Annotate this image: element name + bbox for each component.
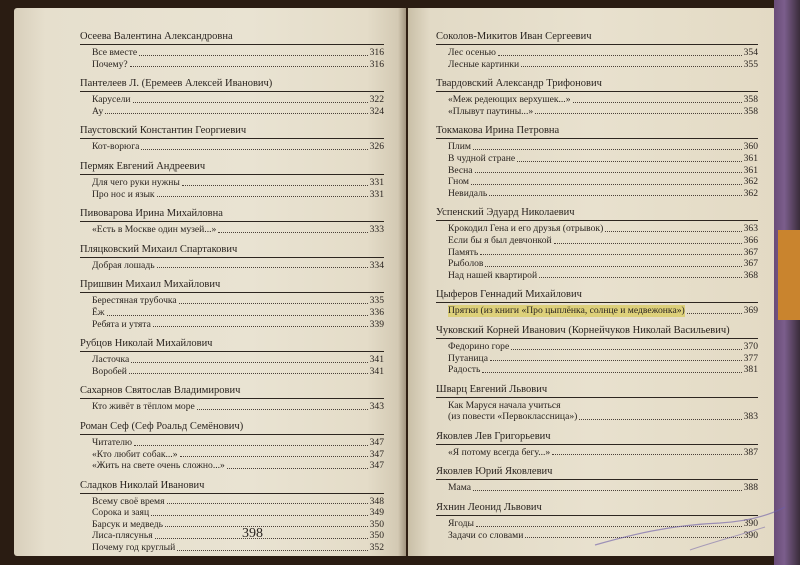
toc-item — [80, 224, 384, 236]
leader-dots — [130, 66, 368, 67]
leader-dots — [498, 55, 742, 56]
author-name: Сладков Николай Иванович — [80, 479, 384, 494]
toc-item — [436, 411, 758, 423]
page-ref: 339 — [369, 318, 384, 330]
toc-item — [80, 307, 384, 319]
page-ref: 331 — [369, 176, 384, 188]
leader-dots — [480, 254, 741, 255]
leader-dots — [471, 184, 742, 185]
work-title: Ёж — [92, 306, 105, 318]
author-name: Паустовский Константин Георгиевич — [80, 124, 384, 139]
page-ref: 388 — [743, 482, 758, 494]
toc-entry — [436, 465, 758, 494]
toc-entry — [80, 278, 384, 330]
toc-item — [80, 449, 384, 461]
toc-item — [80, 94, 384, 106]
toc-item — [436, 223, 758, 235]
toc-item — [436, 165, 758, 177]
toc-item — [80, 437, 384, 449]
work-title: Кто живёт в тёплом море — [92, 401, 195, 413]
leader-dots — [579, 419, 741, 420]
work-title: Барсук и медведь — [92, 518, 164, 530]
work-title: Для чего руки нужны — [92, 176, 180, 188]
work-title: Крокодил Гена и его друзья (отрывок) — [448, 223, 604, 235]
toc-item — [436, 341, 758, 353]
work-title: Все вместе — [92, 47, 138, 58]
leader-dots — [141, 149, 367, 150]
leader-dots — [177, 550, 367, 551]
toc-item — [436, 258, 758, 270]
author-name: Сахарнов Святослав Владимирович — [80, 384, 384, 399]
leader-dots — [473, 149, 742, 150]
work-title: «Я потому всегда бегу...» — [448, 446, 551, 458]
work-title: «Есть в Москве один музей...» — [92, 224, 217, 236]
page-ref: 316 — [369, 58, 384, 70]
page-ref: 350 — [369, 530, 384, 542]
author-name: Яхнин Леонид Львович — [436, 501, 758, 516]
work-title: Радость — [448, 364, 481, 376]
page-ref: 347 — [369, 436, 384, 448]
toc-item — [80, 507, 384, 519]
work-title: Лиса-плясунья — [92, 530, 153, 542]
leader-dots — [489, 195, 741, 196]
leader-dots — [182, 185, 368, 186]
toc-item — [436, 94, 758, 106]
page-ref: 343 — [369, 401, 384, 413]
toc-item — [436, 270, 758, 282]
work-title: «Кто любит собак...» — [92, 448, 178, 460]
leader-dots — [139, 55, 368, 56]
pen-scribble-mark — [590, 505, 790, 555]
toc-entry — [80, 420, 384, 472]
page-ref: 360 — [743, 141, 758, 153]
page-ref: 326 — [369, 141, 384, 153]
leader-dots — [133, 102, 368, 103]
leader-dots — [151, 515, 368, 516]
work-title: Если бы я был девчонкой — [448, 234, 552, 246]
leader-dots — [153, 326, 368, 327]
toc-entry — [80, 160, 384, 200]
leader-dots — [511, 349, 741, 350]
work-title: Лесные картинки — [448, 58, 520, 70]
page-ref: 324 — [369, 105, 384, 117]
author-name: Чуковский Корней Иванович (Корнейчуков Николай Васильевич) — [436, 324, 758, 339]
author-name: Пантелеев Л. (Еремеев Алексей Иванович) — [80, 77, 384, 92]
toc-entry — [80, 337, 384, 377]
toc-item — [80, 542, 384, 554]
page-ref: 352 — [369, 542, 384, 554]
toc-item — [80, 460, 384, 472]
work-title: Как Маруся начала учиться — [448, 399, 561, 411]
leader-dots — [129, 373, 368, 374]
page-ref: 362 — [743, 176, 758, 188]
leader-dots — [490, 360, 742, 361]
page-ref: 383 — [743, 411, 758, 423]
leader-dots — [227, 468, 368, 469]
author-name: Токмакова Ирина Петровна — [436, 124, 758, 139]
work-title: Федорино горе — [448, 340, 510, 352]
toc-item — [80, 59, 384, 71]
toc-entry — [80, 207, 384, 236]
work-title: Задачи со словами — [448, 529, 524, 541]
toc-item — [436, 141, 758, 153]
toc-item — [80, 319, 384, 331]
toc-item — [436, 235, 758, 247]
work-title: «Плывут паутины...» — [448, 105, 534, 117]
work-title: Всему своё время — [92, 495, 165, 507]
page-ref: 350 — [369, 518, 384, 530]
page-ref: 348 — [369, 495, 384, 507]
leader-dots — [131, 362, 367, 363]
toc-entry — [80, 243, 384, 272]
work-title: Кот-ворюга — [92, 141, 140, 153]
toc-item — [436, 47, 758, 59]
work-title: Над нашей квартирой — [448, 269, 538, 281]
work-title: Память — [448, 246, 479, 258]
work-title: Сорока и заяц — [92, 507, 150, 519]
toc-entry — [80, 384, 384, 413]
leader-dots — [573, 102, 742, 103]
leader-dots — [521, 66, 741, 67]
author-name: Успенский Эдуард Николаевич — [436, 206, 758, 221]
toc-item — [80, 106, 384, 118]
page-ref: 355 — [743, 58, 758, 70]
work-title: Ребята и утята — [92, 318, 151, 330]
work-title: Ласточка — [92, 354, 130, 366]
toc-entry — [436, 124, 758, 199]
page-ref: 331 — [369, 188, 384, 200]
author-name: Пермяк Евгений Андреевич — [80, 160, 384, 175]
author-name: Яковлев Лев Григорьевич — [436, 430, 758, 445]
work-title: Добрая лошадь — [92, 259, 155, 271]
toc-entry — [436, 206, 758, 281]
toc-entry — [80, 479, 384, 554]
leader-dots — [473, 490, 742, 491]
page-ref: 362 — [743, 187, 758, 199]
leader-dots — [167, 503, 368, 504]
page-ref: 349 — [369, 507, 384, 519]
work-title: Рыболов — [448, 258, 484, 270]
toc-item — [436, 188, 758, 200]
toc-item — [436, 482, 758, 494]
toc-item — [436, 305, 758, 317]
toc-item — [436, 364, 758, 376]
author-name: Пляцковский Михаил Спартакович — [80, 243, 384, 258]
page-ref: 366 — [743, 234, 758, 246]
page-ref: 335 — [369, 295, 384, 307]
toc-item — [436, 447, 758, 459]
leader-dots — [535, 113, 741, 114]
work-title: Весна — [448, 164, 473, 176]
author-name: Роман Сеф (Сеф Роальд Семёнович) — [80, 420, 384, 435]
leader-dots — [197, 409, 368, 410]
right-toc — [436, 30, 758, 541]
toc-item — [80, 401, 384, 413]
page-ref: 341 — [369, 354, 384, 366]
work-title: Ягоды — [448, 518, 474, 530]
page-ref: 390 — [743, 518, 758, 530]
toc-entry — [436, 324, 758, 376]
leader-dots — [218, 232, 367, 233]
leader-dots — [157, 196, 368, 197]
leader-dots — [107, 315, 368, 316]
page-ref: 334 — [369, 259, 384, 271]
toc-item — [80, 295, 384, 307]
author-name: Цыферов Геннадий Михайлович — [436, 288, 758, 303]
leader-dots — [179, 303, 368, 304]
toc-item — [80, 47, 384, 59]
work-title: (из повести «Первоклассница») — [448, 411, 578, 423]
leader-dots — [105, 113, 367, 114]
work-title: «Жить на свете очень сложно...» — [92, 460, 225, 472]
author-name: Пришвин Михаил Михайлович — [80, 278, 384, 293]
author-name: Яковлев Юрий Яковлевич — [436, 465, 758, 480]
work-title: Читателю — [92, 436, 133, 448]
leader-dots — [687, 313, 742, 314]
leader-dots — [554, 243, 742, 244]
page-ref: 336 — [369, 306, 384, 318]
page-ref: 354 — [743, 47, 758, 58]
toc-item — [80, 366, 384, 378]
toc-entry — [436, 77, 758, 117]
toc-entry — [436, 288, 758, 317]
toc-entry — [80, 77, 384, 117]
toc-item — [80, 177, 384, 189]
page-ref: 347 — [369, 460, 384, 472]
page-ref: 333 — [369, 224, 384, 236]
page-ref: 367 — [743, 258, 758, 270]
leader-dots — [539, 277, 742, 278]
author-name: Шварц Евгений Львович — [436, 383, 758, 398]
work-title: Берестяная трубочка — [92, 295, 177, 307]
page-ref: 341 — [369, 365, 384, 377]
toc-item — [436, 353, 758, 365]
leader-dots — [482, 372, 741, 373]
work-title: Гном — [448, 176, 470, 188]
leader-dots — [485, 266, 741, 267]
toc-entry — [436, 30, 758, 70]
leader-dots — [165, 526, 368, 527]
page-ref: 363 — [743, 223, 758, 235]
page-ref: 368 — [743, 269, 758, 281]
page-ref: 358 — [743, 94, 758, 106]
toc-item — [80, 189, 384, 201]
toc-item — [80, 354, 384, 366]
toc-item — [436, 176, 758, 188]
page-ref: 322 — [369, 94, 384, 106]
author-name: Рубцов Николай Михайлович — [80, 337, 384, 352]
page-ref: 361 — [743, 164, 758, 176]
left-toc — [80, 30, 384, 554]
toc-item — [80, 496, 384, 508]
work-title: Карусели — [92, 94, 131, 106]
page-ref: 369 — [743, 305, 758, 317]
author-name: Пивоварова Ирина Михайловна — [80, 207, 384, 222]
toc-entry — [80, 124, 384, 153]
leader-dots — [157, 267, 368, 268]
page-ref: 387 — [743, 446, 758, 458]
toc-item — [436, 59, 758, 71]
leader-dots — [134, 445, 368, 446]
toc-entry — [436, 430, 758, 459]
page-number: 398 — [242, 526, 263, 541]
leader-dots — [552, 454, 741, 455]
toc-item — [436, 400, 758, 412]
leader-dots — [605, 231, 741, 232]
work-title: Почему? — [92, 58, 128, 70]
left-page — [14, 8, 406, 556]
work-title: Про нос и язык — [92, 188, 155, 200]
work-title: В чудной стране — [448, 152, 516, 164]
work-title: Невидаль — [448, 187, 488, 199]
work-title: Почему год круглый — [92, 542, 176, 554]
page-ref: 316 — [369, 47, 384, 58]
page-ref: 367 — [743, 246, 758, 258]
page-ref: 381 — [743, 364, 758, 376]
page-ref: 358 — [743, 105, 758, 117]
page-ref: 347 — [369, 448, 384, 460]
toc-item — [436, 106, 758, 118]
toc-item — [80, 141, 384, 153]
page-ref: 377 — [743, 352, 758, 364]
cover-edge-orange — [778, 230, 800, 320]
author-name: Осеева Валентина Александровна — [80, 30, 384, 45]
toc-item — [436, 247, 758, 259]
toc-item — [80, 519, 384, 531]
work-title: Мама — [448, 482, 472, 494]
author-name: Твардовский Александр Трифонович — [436, 77, 758, 92]
work-title: Воробей — [92, 365, 127, 377]
toc-item — [80, 260, 384, 272]
page-ref: 370 — [743, 340, 758, 352]
leader-dots — [475, 172, 742, 173]
work-title: Плим — [448, 141, 471, 153]
toc-entry — [80, 30, 384, 70]
toc-item — [80, 530, 384, 542]
toc-entry — [436, 383, 758, 423]
author-name: Соколов-Микитов Иван Сергеевич — [436, 30, 758, 45]
work-title: Ау — [92, 105, 104, 117]
leader-dots — [517, 161, 741, 162]
right-page — [408, 8, 776, 556]
toc-item — [436, 153, 758, 165]
work-title: Лес осенью — [448, 47, 496, 58]
work-title: Путаница — [448, 352, 488, 364]
work-title: Прятки (из книги «Про цыплёнка, солнце и медвежонка») — [448, 305, 685, 317]
work-title: «Меж редеющих верхушек...» — [448, 94, 571, 106]
leader-dots — [180, 456, 368, 457]
page-ref: 361 — [743, 152, 758, 164]
page-ref: 390 — [743, 529, 758, 541]
